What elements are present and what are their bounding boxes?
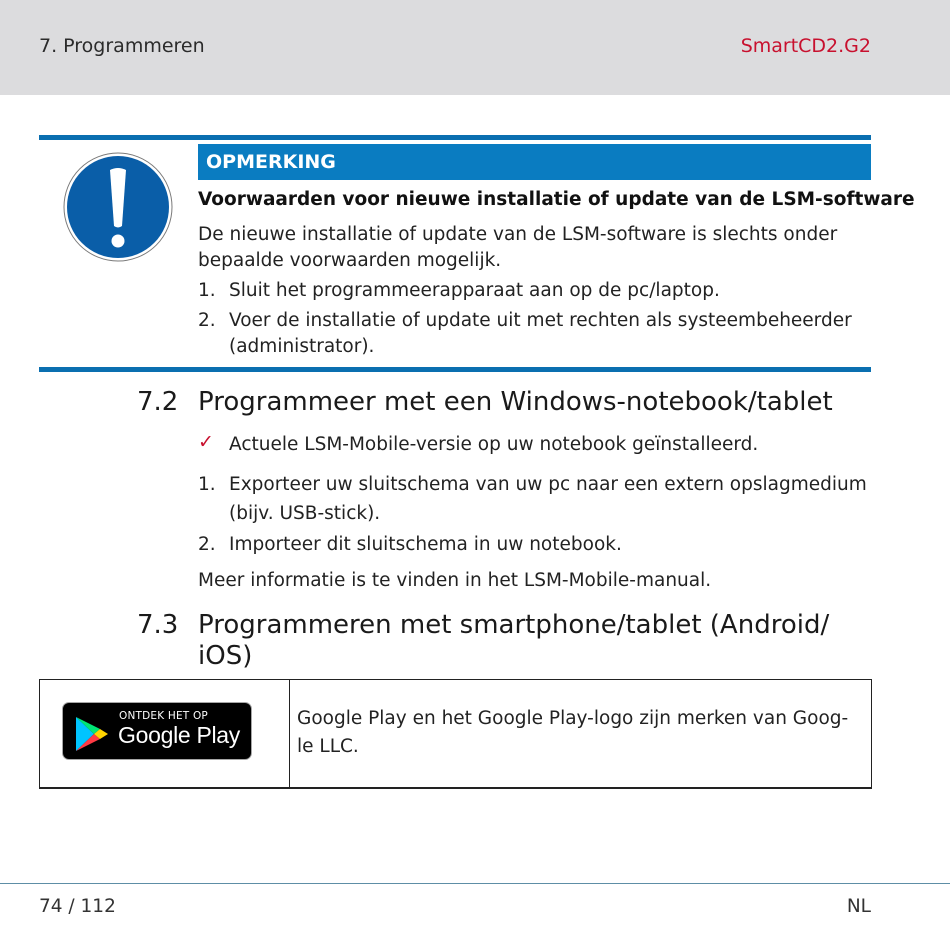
note-step-text: Voer de installatie of update uit met rechten als systeembeheerder — [229, 310, 852, 331]
product-name: SmartCD2.G2 — [740, 35, 871, 57]
page-header — [0, 0, 950, 95]
language-code: NL — [846, 896, 871, 917]
note-top-rule — [39, 135, 871, 140]
section-heading: Programmeer met een Windows-notebook/tablet — [198, 387, 833, 417]
step-text: Importeer dit sluitschema in uw notebook. — [229, 534, 622, 555]
note-step-number: 1. — [198, 280, 216, 301]
step-text-cont: (bijv. USB-stick). — [229, 503, 381, 524]
chapter-title: 7. Programmeren — [39, 35, 205, 57]
google-play-icon — [73, 715, 111, 753]
exclamation-icon — [63, 152, 173, 262]
note-step-text-cont: (administrator). — [229, 336, 375, 357]
trademark-table — [39, 679, 872, 789]
prerequisite-text: Actuele LSM-Mobile-versie op uw notebook geïnstalleerd. — [229, 434, 759, 455]
section-number: 7.2 — [137, 387, 179, 417]
page-number: 74 / 112 — [39, 896, 116, 917]
step-number: 2. — [198, 534, 216, 555]
section-number: 7.3 — [137, 610, 179, 640]
note-bottom-rule — [39, 367, 871, 372]
badge-title: Google Play — [118, 722, 240, 748]
trademark-line1: Google Play en het Google Play-logo zijn merken van Goog- — [297, 708, 849, 729]
table-column-divider — [289, 680, 290, 787]
step-number: 1. — [198, 474, 216, 495]
note-label: OPMERKING — [206, 151, 336, 173]
checkmark-icon: ✓ — [198, 431, 214, 453]
step-text: Exporteer uw sluitschema van uw pc naar een extern opslagmedium — [229, 474, 867, 495]
note-step-number: 2. — [198, 310, 216, 331]
note-step-text: Sluit het programmeerapparaat aan op de pc/laptop. — [229, 280, 720, 301]
trademark-text — [297, 705, 862, 761]
note-intro-line2: bepaalde voorwaarden mogelijk. — [198, 250, 502, 271]
note-label-bar — [198, 144, 871, 180]
note-intro-line1: De nieuwe installatie of update van de LSM-software is slechts onder — [198, 224, 838, 245]
more-info-text: Meer informatie is te vinden in het LSM-Mobile-manual. — [198, 570, 712, 591]
google-play-badge[interactable] — [62, 702, 252, 760]
note-subtitle: Voorwaarden voor nieuwe installatie of update van de LSM-software — [198, 189, 915, 210]
footer-rule — [0, 883, 950, 884]
badge-caption: ONTDEK HET OP — [119, 710, 208, 722]
section-heading-line1: Programmeren met smartphone/tablet (Android/ — [198, 610, 830, 640]
section-heading-line2: iOS) — [198, 641, 253, 671]
trademark-line2: le LLC. — [297, 736, 359, 757]
